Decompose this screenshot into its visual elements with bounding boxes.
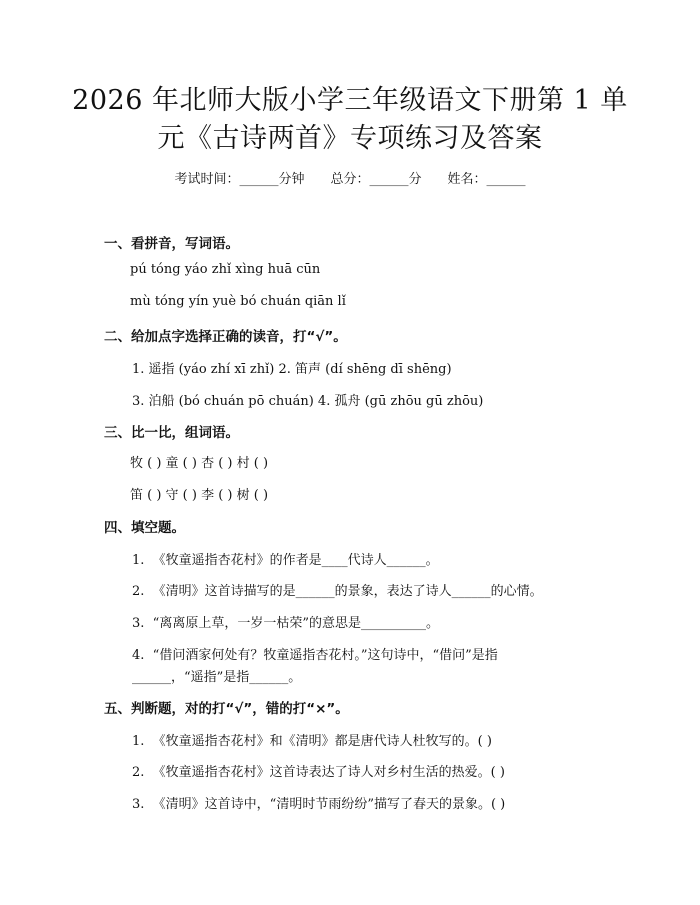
- section-1-line-2: mù tóng yín yuè bó chuán qiān lǐ: [130, 294, 346, 309]
- section-5-item-3: 3. 《清明》这首诗中，“清明时节雨纷纷”描写了春天的景象。( ): [132, 797, 506, 812]
- section-3-line-2: 笛 ( ) 守 ( ) 李 ( ) 树 ( ): [130, 488, 269, 503]
- section-5-item-1: 1. 《牧童遥指杏花村》和《清明》都是唐代诗人杜牧写的。( ): [132, 734, 492, 749]
- section-4-item-3: 3. “离离原上草，一岁一枯荣”的意思是__________。: [132, 616, 439, 631]
- section-3-heading: 三、比一比，组词语。: [104, 425, 239, 441]
- section-1-heading: 一、看拼音，写词语。: [104, 236, 239, 252]
- section-5-item-2: 2. 《牧童遥指杏花村》这首诗表达了诗人对乡村生活的热爱。( ): [132, 765, 505, 780]
- section-4-item-1: 1. 《牧童遥指杏花村》的作者是____代诗人______。: [132, 553, 439, 568]
- exam-info: 考试时间：______分钟 总分：______分 姓名：______: [174, 172, 526, 187]
- section-5-heading: 五、判断题，对的打“√”，错的打“×”。: [104, 701, 349, 717]
- page-title-line-2: 元《古诗两首》专项练习及答案: [157, 123, 543, 154]
- section-4-heading: 四、填空题。: [104, 520, 185, 536]
- section-3-line-1: 牧 ( ) 童 ( ) 杏 ( ) 村 ( ): [130, 456, 269, 471]
- section-4-item-4: 4. “借问酒家何处有？牧童遥指杏花村。”这句诗中，“借问”是指: [132, 648, 498, 663]
- section-4-item-4-cont: ______，“遥指”是指______。: [132, 670, 302, 685]
- section-2-line-2: 3. 泊船 (bó chuán pō chuán) 4. 孤舟 (gū zhōu gū zhōu): [132, 394, 484, 409]
- page-title-line-1: 2026 年北师大版小学三年级语文下册第 1 单: [72, 85, 628, 116]
- section-2-heading: 二、给加点字选择正确的读音，打“√”。: [104, 329, 347, 345]
- section-4-item-2: 2. 《清明》这首诗描写的是______的景象，表达了诗人______的心情。: [132, 584, 543, 599]
- section-1-line-1: pú tóng yáo zhǐ xìng huā cūn: [130, 262, 321, 277]
- section-2-line-1: 1. 遥指 (yáo zhí xī zhǐ) 2. 笛声 (dí shēng dī shēng): [132, 362, 452, 377]
